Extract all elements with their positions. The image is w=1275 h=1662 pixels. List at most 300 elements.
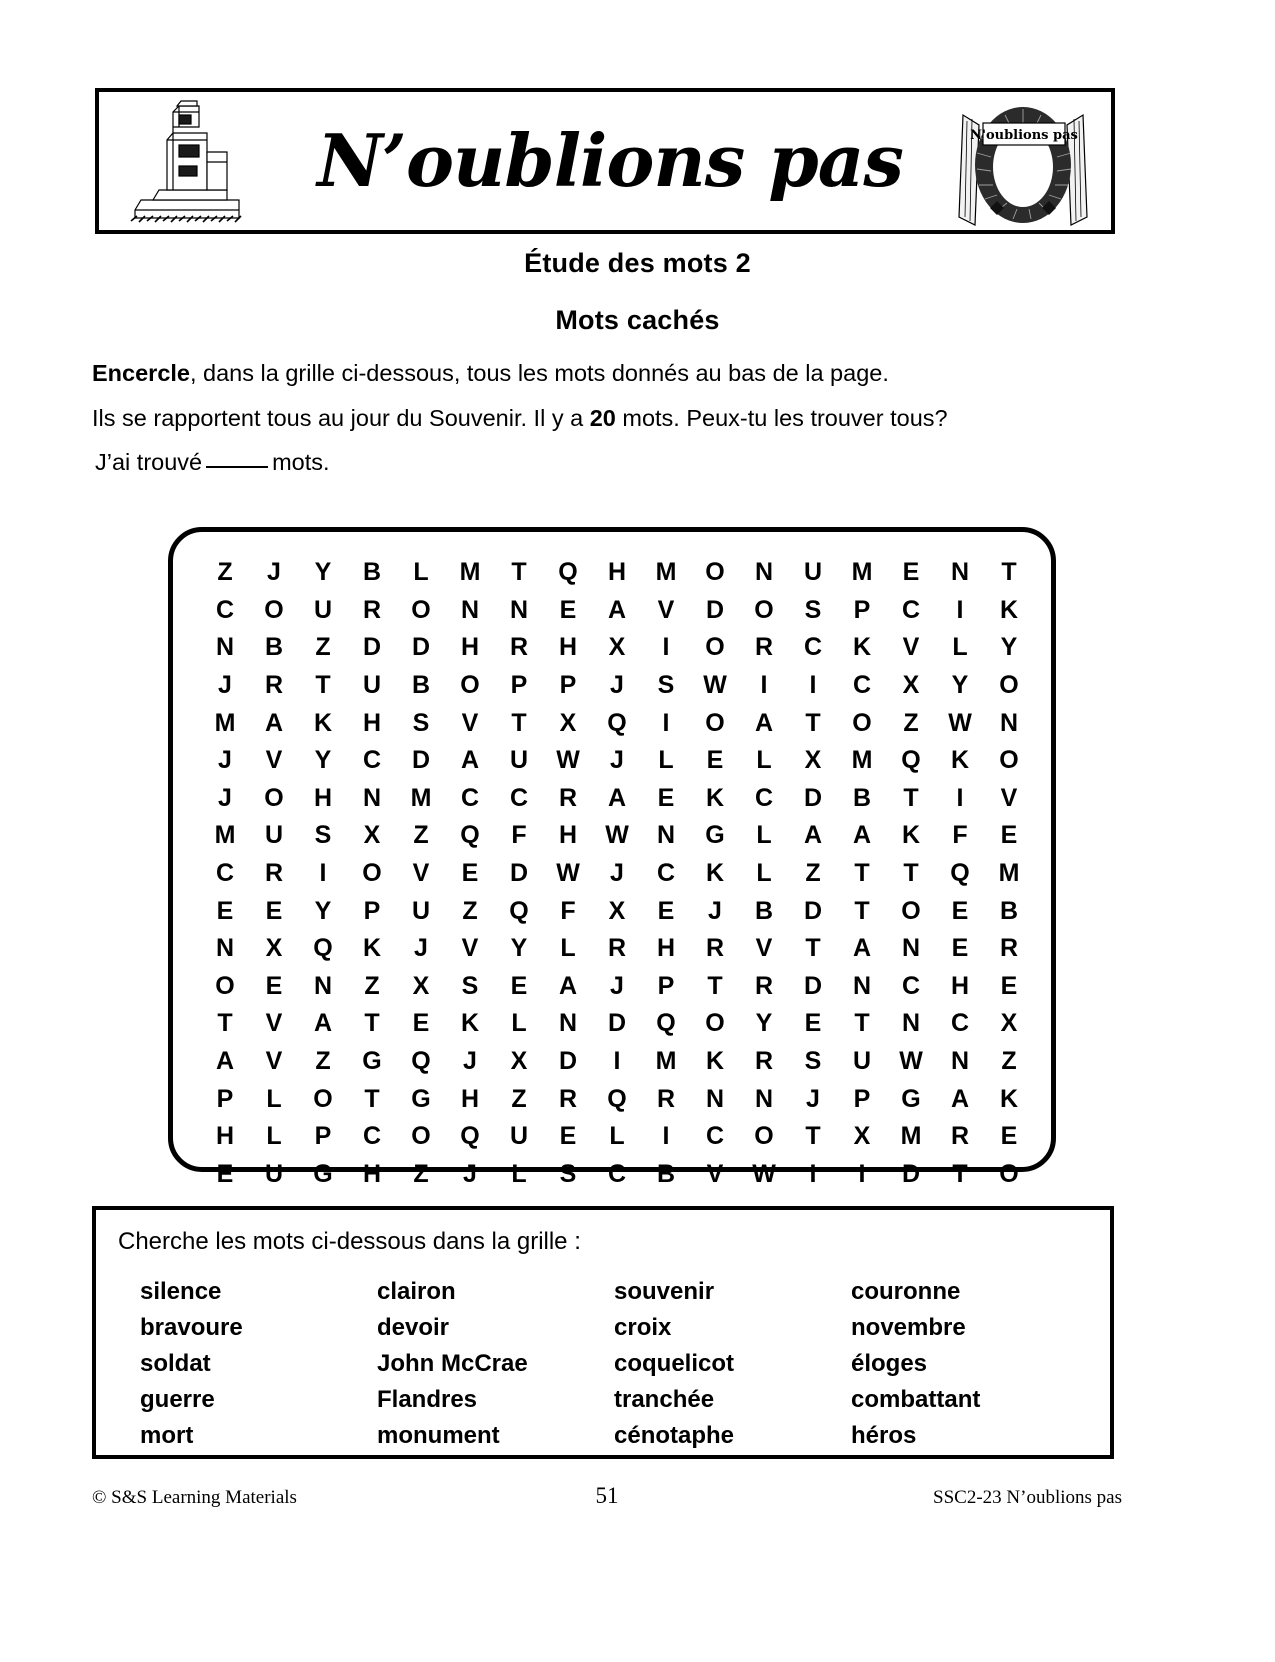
grid-cell[interactable]: C — [362, 746, 382, 775]
grid-cell[interactable]: L — [756, 821, 772, 850]
grid-cell[interactable]: S — [314, 821, 332, 850]
grid-cell[interactable]: R — [264, 859, 284, 888]
grid-cell[interactable]: W — [899, 1047, 923, 1076]
grid-cell[interactable]: V — [265, 746, 283, 775]
grid-cell[interactable]: O — [705, 558, 725, 587]
grid-cell[interactable]: K — [705, 859, 725, 888]
grid-cell[interactable]: D — [509, 859, 529, 888]
grid-cell[interactable]: P — [314, 1122, 332, 1151]
grid-cell[interactable]: T — [854, 896, 870, 925]
grid-cell[interactable]: F — [511, 821, 527, 850]
grid-cell[interactable]: C — [215, 595, 235, 624]
grid-cell[interactable]: V — [265, 1009, 283, 1038]
grid-cell[interactable]: I — [662, 1122, 670, 1151]
grid-cell[interactable]: J — [610, 859, 624, 888]
word-list-item[interactable]: mort — [140, 1422, 194, 1449]
grid-cell[interactable]: C — [656, 859, 676, 888]
grid-cell[interactable]: R — [558, 783, 578, 812]
grid-cell[interactable]: O — [264, 595, 284, 624]
grid-cell[interactable]: V — [461, 708, 479, 737]
grid-cell[interactable]: I — [662, 633, 670, 662]
grid-cell[interactable]: M — [851, 558, 873, 587]
grid-cell[interactable]: W — [752, 1159, 776, 1188]
grid-cell[interactable]: O — [411, 1122, 431, 1151]
grid-cell[interactable]: Z — [903, 708, 919, 737]
grid-cell[interactable]: J — [806, 1084, 820, 1113]
grid-cell[interactable]: B — [411, 671, 431, 700]
grid-cell[interactable]: R — [656, 1084, 676, 1113]
grid-cell[interactable]: G — [901, 1084, 921, 1113]
grid-cell[interactable]: R — [607, 934, 627, 963]
grid-cell[interactable]: N — [460, 595, 480, 624]
grid-cell[interactable]: X — [363, 821, 381, 850]
grid-cell[interactable]: U — [264, 1159, 284, 1188]
word-list-item[interactable]: éloges — [851, 1350, 928, 1377]
grid-cell[interactable]: F — [952, 821, 968, 850]
grid-cell[interactable]: Q — [411, 1047, 431, 1076]
grid-cell[interactable]: S — [804, 595, 822, 624]
grid-cell[interactable]: W — [948, 708, 972, 737]
grid-cell[interactable]: T — [364, 1084, 380, 1113]
grid-cell[interactable]: H — [558, 821, 578, 850]
grid-cell[interactable]: T — [903, 859, 919, 888]
grid-cell[interactable]: O — [999, 1159, 1019, 1188]
grid-cell[interactable]: D — [362, 633, 382, 662]
word-search-grid[interactable] — [168, 527, 1056, 1188]
word-list-item[interactable]: soldat — [140, 1350, 211, 1377]
grid-cell[interactable]: L — [511, 1159, 527, 1188]
grid-cell[interactable]: U — [509, 746, 529, 775]
grid-cell[interactable]: P — [853, 1084, 871, 1113]
grid-cell[interactable]: O — [705, 1009, 725, 1038]
grid-cell[interactable]: T — [511, 558, 527, 587]
grid-cell[interactable]: Y — [1000, 633, 1018, 662]
grid-cell[interactable]: U — [852, 1047, 872, 1076]
grid-cell[interactable]: T — [511, 708, 527, 737]
grid-cell[interactable]: V — [265, 1047, 283, 1076]
grid-cell[interactable]: E — [1000, 971, 1018, 1000]
grid-cell[interactable]: Q — [607, 708, 627, 737]
grid-cell[interactable]: E — [804, 1009, 822, 1038]
grid-cell[interactable]: I — [809, 671, 817, 700]
grid-cell[interactable]: Q — [558, 558, 578, 587]
grid-cell[interactable]: I — [956, 783, 964, 812]
word-list-item[interactable]: héros — [851, 1422, 917, 1449]
word-list-item[interactable]: croix — [614, 1314, 672, 1341]
grid-cell[interactable]: T — [854, 1009, 870, 1038]
grid-cell[interactable]: X — [853, 1122, 871, 1151]
grid-cell[interactable]: X — [265, 934, 283, 963]
grid-cell[interactable]: M — [655, 558, 677, 587]
grid-cell[interactable]: C — [950, 1009, 970, 1038]
grid-cell[interactable]: L — [658, 746, 674, 775]
grid-cell[interactable]: T — [805, 1122, 821, 1151]
grid-cell[interactable]: J — [218, 746, 232, 775]
grid-cell[interactable]: R — [705, 934, 725, 963]
grid-cell[interactable]: W — [605, 821, 629, 850]
grid-cell[interactable]: W — [556, 859, 580, 888]
grid-cell[interactable]: Y — [510, 934, 528, 963]
grid-cell[interactable]: E — [657, 783, 675, 812]
grid-cell[interactable]: P — [216, 1084, 234, 1113]
grid-cell[interactable]: R — [999, 934, 1019, 963]
grid-cell[interactable]: N — [656, 821, 676, 850]
grid-cell[interactable]: B — [754, 896, 774, 925]
grid-cell[interactable]: L — [511, 1009, 527, 1038]
word-list-item[interactable]: monument — [377, 1422, 500, 1449]
grid-cell[interactable]: C — [803, 633, 823, 662]
grid-cell[interactable]: Y — [314, 896, 332, 925]
grid-cell[interactable]: N — [999, 708, 1019, 737]
grid-cell[interactable]: V — [657, 595, 675, 624]
grid-cell[interactable]: X — [608, 633, 626, 662]
grid-cell[interactable]: Y — [314, 558, 332, 587]
grid-cell[interactable]: X — [608, 896, 626, 925]
grid-cell[interactable]: D — [901, 1159, 921, 1188]
grid-cell[interactable]: R — [950, 1122, 970, 1151]
grid-cell[interactable]: T — [1001, 558, 1017, 587]
grid-cell[interactable]: Y — [951, 671, 969, 700]
grid-cell[interactable]: V — [1000, 783, 1018, 812]
grid-cell[interactable]: Q — [656, 1009, 676, 1038]
grid-cell[interactable]: U — [509, 1122, 529, 1151]
grid-cell[interactable]: G — [411, 1084, 431, 1113]
grid-cell[interactable]: C — [607, 1159, 627, 1188]
grid-cell[interactable]: L — [609, 1122, 625, 1151]
grid-cell[interactable]: U — [362, 671, 382, 700]
grid-cell[interactable]: J — [610, 971, 624, 1000]
grid-cell[interactable]: O — [999, 671, 1019, 700]
grid-cell[interactable]: H — [656, 934, 676, 963]
grid-cell[interactable]: Q — [509, 896, 529, 925]
grid-cell[interactable]: C — [901, 971, 921, 1000]
grid-cell[interactable]: Q — [313, 934, 333, 963]
grid-cell[interactable]: I — [760, 671, 768, 700]
grid-cell[interactable]: G — [362, 1047, 382, 1076]
grid-cell[interactable]: K — [705, 783, 725, 812]
grid-cell[interactable]: M — [851, 746, 873, 775]
grid-cell[interactable]: O — [754, 595, 774, 624]
grid-cell[interactable]: K — [313, 708, 333, 737]
grid-cell[interactable]: D — [803, 783, 823, 812]
grid-cell[interactable]: X — [559, 708, 577, 737]
grid-cell[interactable]: P — [853, 595, 871, 624]
grid-cell[interactable]: K — [901, 821, 921, 850]
grid-cell[interactable]: Z — [364, 971, 380, 1000]
grid-cell[interactable]: O — [411, 595, 431, 624]
word-list-item[interactable]: tranchée — [614, 1386, 715, 1413]
grid-cell[interactable]: B — [852, 783, 872, 812]
grid-cell[interactable]: H — [460, 1084, 480, 1113]
grid-cell[interactable]: N — [362, 783, 382, 812]
grid-cell[interactable]: E — [706, 746, 724, 775]
grid-cell[interactable]: H — [362, 708, 382, 737]
grid-cell[interactable]: E — [265, 971, 283, 1000]
word-list-item[interactable]: guerre — [140, 1386, 215, 1413]
grid-cell[interactable]: T — [707, 971, 723, 1000]
grid-cell[interactable]: S — [804, 1047, 822, 1076]
grid-cell[interactable]: X — [412, 971, 430, 1000]
grid-cell[interactable]: J — [708, 896, 722, 925]
grid-cell[interactable]: N — [215, 633, 235, 662]
grid-cell[interactable]: J — [267, 558, 281, 587]
grid-cell[interactable]: L — [756, 859, 772, 888]
grid-cell[interactable]: E — [216, 896, 234, 925]
grid-cell[interactable]: A — [558, 971, 578, 1000]
grid-cell[interactable]: M — [214, 821, 236, 850]
grid-cell[interactable]: N — [950, 558, 970, 587]
grid-cell[interactable]: X — [510, 1047, 528, 1076]
grid-cell[interactable]: T — [364, 1009, 380, 1038]
grid-cell[interactable]: K — [460, 1009, 480, 1038]
grid-cell[interactable]: K — [950, 746, 970, 775]
grid-cell[interactable]: U — [803, 558, 823, 587]
grid-cell[interactable]: S — [461, 971, 479, 1000]
grid-cell[interactable]: C — [754, 783, 774, 812]
grid-cell[interactable]: A — [313, 1009, 333, 1038]
answer-blank-field[interactable] — [206, 466, 268, 468]
grid-cell[interactable]: Y — [755, 1009, 773, 1038]
grid-cell[interactable]: Q — [901, 746, 921, 775]
grid-cell[interactable]: Y — [314, 746, 332, 775]
grid-cell[interactable]: R — [509, 633, 529, 662]
word-list-item[interactable]: silence — [140, 1278, 222, 1305]
grid-cell[interactable]: B — [362, 558, 382, 587]
grid-cell[interactable]: B — [656, 1159, 676, 1188]
grid-cell[interactable]: Z — [1001, 1047, 1017, 1076]
grid-cell[interactable]: N — [558, 1009, 578, 1038]
word-list-item[interactable]: John McCrae — [377, 1350, 528, 1377]
grid-cell[interactable]: X — [1000, 1009, 1018, 1038]
grid-cell[interactable]: K — [852, 633, 872, 662]
grid-cell[interactable]: O — [215, 971, 235, 1000]
grid-cell[interactable]: O — [460, 671, 480, 700]
grid-cell[interactable]: Z — [413, 821, 429, 850]
grid-cell[interactable]: O — [705, 708, 725, 737]
grid-cell[interactable]: C — [362, 1122, 382, 1151]
grid-cell[interactable]: C — [509, 783, 529, 812]
grid-cell[interactable]: V — [902, 633, 920, 662]
word-list-item[interactable]: coquelicot — [614, 1350, 735, 1377]
grid-cell[interactable]: J — [218, 671, 232, 700]
grid-cell[interactable]: T — [854, 859, 870, 888]
grid-cell[interactable]: O — [705, 633, 725, 662]
grid-cell[interactable]: J — [610, 671, 624, 700]
grid-cell[interactable]: P — [657, 971, 675, 1000]
grid-cell[interactable]: J — [463, 1159, 477, 1188]
grid-cell[interactable]: R — [754, 633, 774, 662]
grid-cell[interactable]: Q — [607, 1084, 627, 1113]
grid-cell[interactable]: C — [705, 1122, 725, 1151]
grid-cell[interactable]: A — [215, 1047, 235, 1076]
grid-cell[interactable]: E — [461, 859, 479, 888]
grid-cell[interactable]: E — [1000, 821, 1018, 850]
grid-cell[interactable]: V — [706, 1159, 724, 1188]
grid-cell[interactable]: O — [999, 746, 1019, 775]
grid-cell[interactable]: H — [607, 558, 627, 587]
word-list-item[interactable]: combattant — [851, 1386, 981, 1413]
grid-cell[interactable]: C — [215, 859, 235, 888]
grid-cell[interactable]: D — [558, 1047, 578, 1076]
grid-cell[interactable]: B — [999, 896, 1019, 925]
grid-cell[interactable]: T — [805, 708, 821, 737]
grid-cell[interactable]: O — [264, 783, 284, 812]
grid-cell[interactable]: H — [460, 633, 480, 662]
grid-cell[interactable]: P — [510, 671, 528, 700]
grid-cell[interactable]: L — [266, 1122, 282, 1151]
grid-cell[interactable]: C — [460, 783, 480, 812]
grid-cell[interactable]: A — [950, 1084, 970, 1113]
grid-cell[interactable]: C — [852, 671, 872, 700]
grid-cell[interactable]: H — [313, 783, 333, 812]
grid-cell[interactable]: R — [362, 595, 382, 624]
grid-cell[interactable]: I — [809, 1159, 817, 1188]
grid-cell[interactable]: T — [952, 1159, 968, 1188]
grid-cell[interactable]: M — [655, 1047, 677, 1076]
grid-cell[interactable]: A — [803, 821, 823, 850]
grid-cell[interactable]: U — [313, 595, 333, 624]
grid-cell[interactable]: I — [613, 1047, 621, 1076]
grid-cell[interactable]: W — [556, 746, 580, 775]
grid-cell[interactable]: Q — [950, 859, 970, 888]
grid-cell[interactable]: A — [852, 821, 872, 850]
grid-cell[interactable]: V — [461, 934, 479, 963]
grid-cell[interactable]: Z — [511, 1084, 527, 1113]
grid-cell[interactable]: E — [951, 934, 969, 963]
grid-cell[interactable]: V — [755, 934, 773, 963]
word-list-item[interactable]: couronne — [851, 1278, 961, 1305]
grid-cell[interactable]: A — [607, 595, 627, 624]
grid-cell[interactable]: Z — [315, 1047, 331, 1076]
grid-cell[interactable]: M — [900, 1122, 922, 1151]
grid-cell[interactable]: A — [852, 934, 872, 963]
grid-cell[interactable]: P — [559, 671, 577, 700]
grid-cell[interactable]: Z — [805, 859, 821, 888]
grid-cell[interactable]: Q — [460, 1122, 480, 1151]
grid-cell[interactable]: E — [951, 896, 969, 925]
grid-cell[interactable]: N — [705, 1084, 725, 1113]
grid-cell[interactable]: O — [852, 708, 872, 737]
grid-cell[interactable]: A — [460, 746, 480, 775]
grid-cell[interactable]: E — [559, 595, 577, 624]
grid-cell[interactable]: I — [956, 595, 964, 624]
grid-cell[interactable]: X — [804, 746, 822, 775]
word-list-item[interactable]: bravoure — [140, 1314, 243, 1341]
grid-cell[interactable]: R — [754, 1047, 774, 1076]
grid-cell[interactable]: N — [215, 934, 235, 963]
word-list-item[interactable]: Flandres — [377, 1386, 478, 1413]
grid-cell[interactable]: Z — [217, 558, 233, 587]
grid-cell[interactable]: M — [998, 859, 1020, 888]
grid-cell[interactable]: N — [509, 595, 529, 624]
grid-cell[interactable]: C — [901, 595, 921, 624]
grid-cell[interactable]: R — [754, 971, 774, 1000]
grid-cell[interactable]: D — [803, 971, 823, 1000]
grid-cell[interactable]: G — [705, 821, 725, 850]
grid-cell[interactable]: E — [657, 896, 675, 925]
grid-cell[interactable]: D — [411, 633, 431, 662]
grid-cell[interactable]: I — [319, 859, 327, 888]
grid-cell[interactable]: M — [459, 558, 481, 587]
grid-cell[interactable]: Z — [315, 633, 331, 662]
grid-cell[interactable]: E — [265, 896, 283, 925]
grid-cell[interactable]: J — [414, 934, 428, 963]
grid-cell[interactable]: R — [264, 671, 284, 700]
grid-cell[interactable]: X — [902, 671, 920, 700]
grid-cell[interactable]: S — [412, 708, 430, 737]
grid-cell[interactable]: A — [264, 708, 284, 737]
grid-cell[interactable]: H — [362, 1159, 382, 1188]
grid-cell[interactable]: S — [657, 671, 675, 700]
grid-cell[interactable]: L — [560, 934, 576, 963]
grid-cell[interactable]: J — [218, 783, 232, 812]
grid-cell[interactable]: D — [803, 896, 823, 925]
word-list-item[interactable]: novembre — [851, 1314, 966, 1341]
word-list-item[interactable]: souvenir — [614, 1278, 715, 1305]
grid-cell[interactable]: N — [754, 558, 774, 587]
grid-cell[interactable]: L — [413, 558, 429, 587]
word-list-item[interactable]: cénotaphe — [614, 1422, 735, 1449]
grid-cell[interactable]: L — [952, 633, 968, 662]
word-list-item[interactable]: clairon — [377, 1278, 456, 1305]
grid-cell[interactable]: O — [754, 1122, 774, 1151]
grid-cell[interactable]: M — [214, 708, 236, 737]
grid-cell[interactable]: M — [410, 783, 432, 812]
grid-cell[interactable]: N — [852, 971, 872, 1000]
grid-cell[interactable]: Z — [413, 1159, 429, 1188]
grid-cell[interactable]: Z — [462, 896, 478, 925]
grid-cell[interactable]: E — [1000, 1122, 1018, 1151]
grid-cell[interactable]: J — [463, 1047, 477, 1076]
grid-cell[interactable]: U — [264, 821, 284, 850]
grid-cell[interactable]: P — [363, 896, 381, 925]
grid-cell[interactable]: K — [705, 1047, 725, 1076]
word-list-item[interactable]: devoir — [377, 1314, 450, 1341]
grid-cell[interactable]: O — [901, 896, 921, 925]
grid-cell[interactable]: I — [662, 708, 670, 737]
grid-cell[interactable]: D — [607, 1009, 627, 1038]
grid-cell[interactable]: O — [313, 1084, 333, 1113]
grid-cell[interactable]: A — [607, 783, 627, 812]
grid-cell[interactable]: E — [216, 1159, 234, 1188]
grid-cell[interactable]: N — [313, 971, 333, 1000]
grid-cell[interactable]: T — [315, 671, 331, 700]
grid-cell[interactable]: H — [950, 971, 970, 1000]
grid-cell[interactable]: G — [313, 1159, 333, 1188]
grid-cell[interactable]: I — [858, 1159, 866, 1188]
grid-cell[interactable]: K — [362, 934, 382, 963]
grid-cell[interactable]: E — [412, 1009, 430, 1038]
grid-cell[interactable]: N — [950, 1047, 970, 1076]
grid-cell[interactable]: E — [510, 971, 528, 1000]
grid-cell[interactable]: A — [754, 708, 774, 737]
grid-cell[interactable]: D — [411, 746, 431, 775]
grid-cell[interactable]: N — [901, 1009, 921, 1038]
grid-cell[interactable]: V — [412, 859, 430, 888]
grid-cell[interactable]: T — [217, 1009, 233, 1038]
grid-cell[interactable]: R — [558, 1084, 578, 1113]
grid-cell[interactable]: U — [411, 896, 431, 925]
grid-cell[interactable]: K — [999, 595, 1019, 624]
grid-cell[interactable]: L — [266, 1084, 282, 1113]
grid-cell[interactable]: D — [705, 595, 725, 624]
grid-cell[interactable]: F — [560, 896, 576, 925]
grid-cell[interactable]: N — [901, 934, 921, 963]
grid-cell[interactable]: K — [999, 1084, 1019, 1113]
grid-cell[interactable]: S — [559, 1159, 577, 1188]
grid-cell[interactable]: E — [559, 1122, 577, 1151]
grid-cell[interactable]: J — [610, 746, 624, 775]
